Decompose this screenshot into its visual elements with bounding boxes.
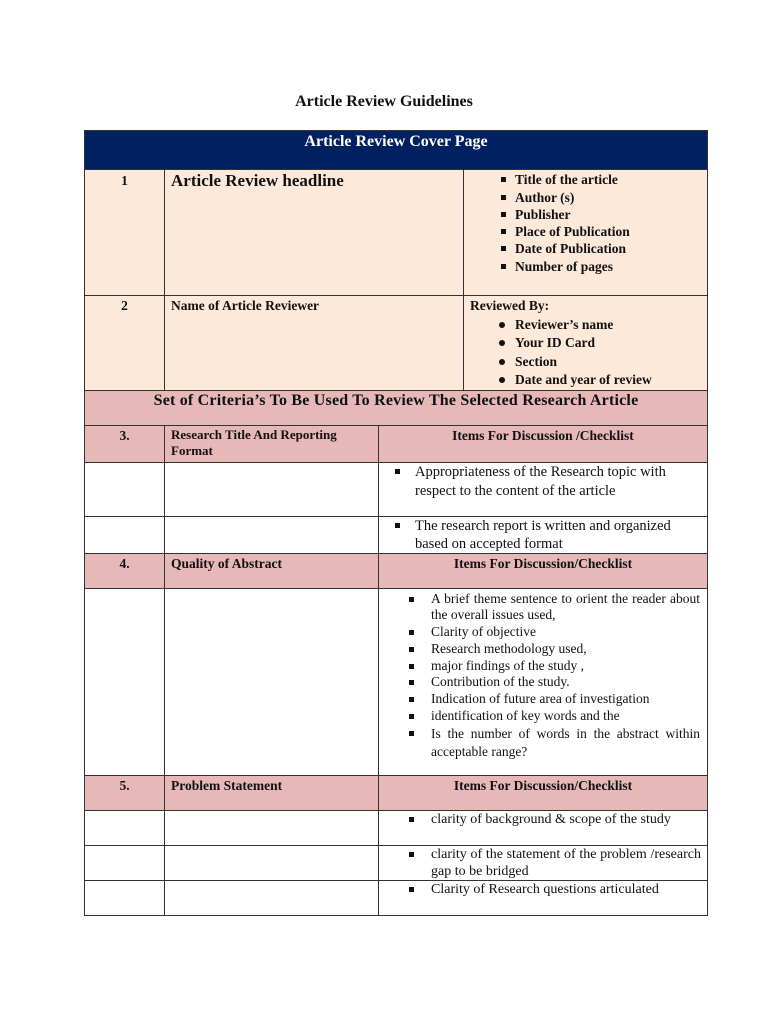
headline-items-list <box>470 171 701 275</box>
checklist-cell <box>379 810 708 845</box>
empty-cell <box>85 880 165 915</box>
empty-cell <box>165 880 379 915</box>
list-item: major findings of the study , <box>385 658 700 675</box>
empty-cell <box>85 810 165 845</box>
section-title: Quality of Abstract <box>165 553 379 588</box>
empty-cell <box>165 588 379 775</box>
list-item: Contribution of the study. <box>385 674 700 691</box>
section-5-header-row <box>85 775 708 810</box>
list-item: clarity of background & scope of the study <box>385 811 701 828</box>
review-table <box>84 130 708 916</box>
empty-cell <box>165 516 379 553</box>
items-header: Items For Discussion/Checklist <box>379 775 708 810</box>
article-review-headline-label: Article Review headline <box>165 170 464 296</box>
list-item: Your ID Card <box>470 334 701 353</box>
section-4-header-row <box>85 553 708 588</box>
checklist <box>385 517 701 553</box>
checklist-cell <box>379 462 708 516</box>
empty-cell <box>165 810 379 845</box>
list-item: The research report is written and organized based on accepted format <box>385 517 701 553</box>
cover-row-2 <box>85 296 708 391</box>
headline-items-cell <box>464 170 708 296</box>
checklist <box>385 463 701 501</box>
section-3-row-1 <box>85 462 708 516</box>
section-number: 3. <box>85 425 165 462</box>
list-item: identification of key words and the <box>385 708 700 725</box>
abstract-checklist <box>385 591 700 761</box>
reviewer-name-label: Name of Article Reviewer <box>165 296 464 391</box>
list-item: Indication of future area of investigation <box>385 691 700 708</box>
empty-cell <box>85 516 165 553</box>
empty-cell <box>165 462 379 516</box>
reviewed-by-cell <box>464 296 708 391</box>
list-item: Research methodology used, <box>385 641 700 658</box>
checklist-cell <box>379 516 708 553</box>
list-item: Number of pages <box>470 258 701 275</box>
list-item: Clarity of objective <box>385 624 700 641</box>
list-item: Date of Publication <box>470 240 701 257</box>
list-item: Reviewer’s name <box>470 316 701 335</box>
section-4-row <box>85 588 708 775</box>
empty-cell <box>85 462 165 516</box>
section-5-row-2 <box>85 845 708 880</box>
list-item: Clarity of Research questions articulated <box>385 881 701 898</box>
list-item: Section <box>470 353 701 372</box>
cover-header-row <box>85 131 708 170</box>
empty-cell <box>85 588 165 775</box>
items-header: Items For Discussion/Checklist <box>379 553 708 588</box>
cover-page-header: Article Review Cover Page <box>85 131 708 170</box>
criteria-header-row <box>85 390 708 425</box>
list-item: Appropriateness of the Research topic with respect to the content of the article <box>385 463 701 501</box>
checklist-cell <box>379 588 708 775</box>
list-item: Title of the article <box>470 171 701 188</box>
section-number: 5. <box>85 775 165 810</box>
row-number: 1 <box>85 170 165 296</box>
section-3-header-row <box>85 425 708 462</box>
row-number: 2 <box>85 296 165 391</box>
section-3-row-2 <box>85 516 708 553</box>
reviewed-by-label: Reviewed By: <box>470 298 550 313</box>
list-item: A brief theme sentence to orient the reader about the overall issues used, <box>385 591 700 625</box>
document-title: Article Review Guidelines <box>295 93 473 110</box>
empty-cell <box>85 845 165 880</box>
list-item: Publisher <box>470 206 701 223</box>
criteria-header: Set of Criteria’s To Be Used To Review The Selected Research Article <box>85 390 708 425</box>
cover-row-1 <box>85 170 708 296</box>
list-item: Author (s) <box>470 189 701 206</box>
list-item: Is the number of words in the abstract within acceptable range? <box>385 725 700 761</box>
list-item: clarity of the statement of the problem /research gap to be bridged <box>385 846 701 880</box>
checklist <box>385 846 701 880</box>
checklist-cell <box>379 845 708 880</box>
checklist <box>385 811 701 828</box>
section-title: Research Title And Reporting Format <box>165 425 379 462</box>
section-5-row-3 <box>85 880 708 915</box>
checklist <box>385 881 701 898</box>
section-title: Problem Statement <box>165 775 379 810</box>
section-5-row-1 <box>85 810 708 845</box>
reviewer-items-list <box>470 316 701 390</box>
checklist-cell <box>379 880 708 915</box>
items-header: Items For Discussion /Checklist <box>379 425 708 462</box>
list-item: Place of Publication <box>470 223 701 240</box>
list-item: Date and year of review <box>470 371 701 390</box>
empty-cell <box>165 845 379 880</box>
section-number: 4. <box>85 553 165 588</box>
